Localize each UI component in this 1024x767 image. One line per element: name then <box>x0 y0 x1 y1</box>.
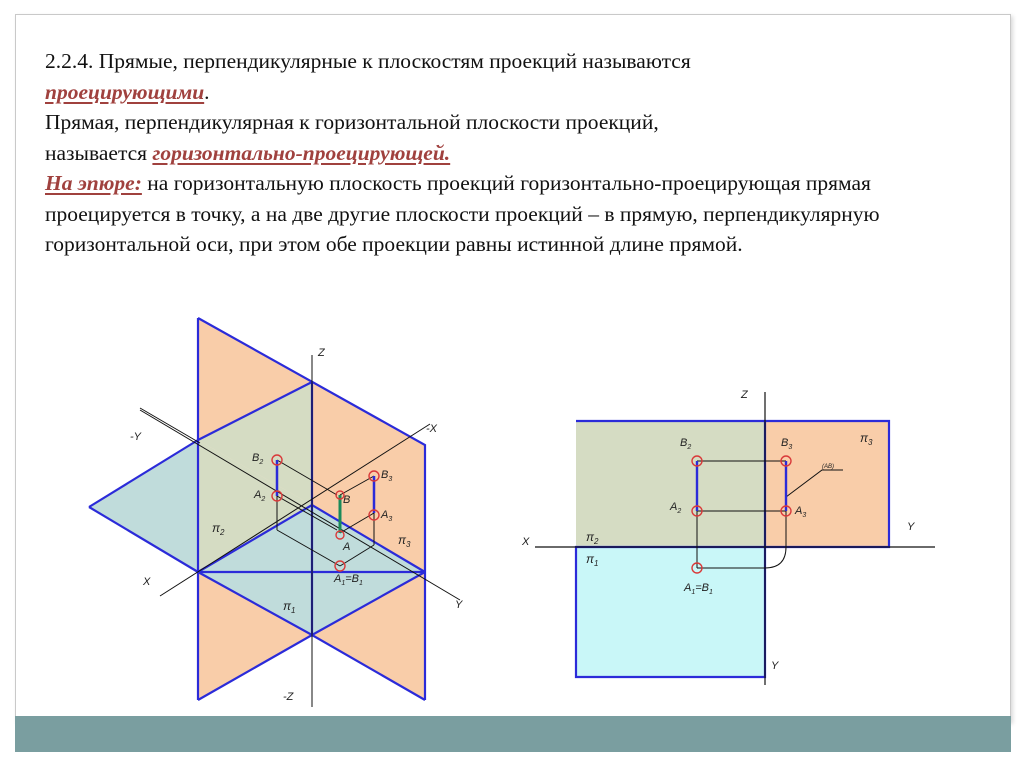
svg-text:A2: $A_2$ <box>254 489 266 503</box>
label-pi3: π <box>398 533 407 547</box>
svg-text:B3: $B_3$ <box>381 469 393 483</box>
svg-text:π3: $\pi_3$ <box>860 431 873 447</box>
p2-lead: называется <box>45 140 148 165</box>
label-a2: A <box>254 489 262 501</box>
epure-label-pi3: π <box>860 431 869 445</box>
p2-prefix: Прямая, перпендикулярная к горизонтальной плоскости проекций, <box>45 110 659 134</box>
term-projecting: проецирующими <box>45 79 205 104</box>
svg-text:π2: $\pi_2$ <box>586 530 599 546</box>
pi2-region <box>576 421 765 547</box>
label-pi1: π <box>283 599 292 613</box>
svg-text:A1=B1: $A_1=B_1$ <box>684 582 713 596</box>
svg-text:A1=B1: $A_1=B_1$ <box>334 573 363 587</box>
epure-label-y-down: Y <box>771 660 779 672</box>
epure-label-pi1: π <box>586 552 595 566</box>
svg-text:π1: $\pi_1$ <box>586 552 599 568</box>
epure-label-b2: B <box>680 437 688 449</box>
label-a3: A <box>381 509 389 521</box>
p1-prefix: 2.2.4. Прямые, перпендикулярные к плоскостям проекций называются <box>45 49 691 73</box>
label-a1b1: A <box>334 573 342 585</box>
label-z: Z <box>318 347 325 359</box>
p3-rest: на горизонтальную плоскость проекций горизонтально-проецирующая прямая проецируется в точку, а на две другие плоскости проекций – в прямую, перпендикулярную горизонтальной оси, при этом обе проекции равны истинной длине прямой. <box>45 171 880 256</box>
label-b2: B <box>252 452 260 464</box>
svg-text:π3: $\pi_3$ <box>398 533 411 549</box>
p1-end: . <box>204 79 210 104</box>
svg-text:B2: $B_2$ <box>680 437 692 451</box>
svg-text:A3: $A_3$ <box>381 509 393 523</box>
svg-text:π1: $\pi_1$ <box>283 599 296 615</box>
epure-label-a2: A <box>670 501 678 513</box>
label-b: B <box>343 494 351 506</box>
label-y: Y <box>455 599 463 611</box>
label-pi2: π <box>212 521 221 535</box>
svg-text:π2: $\pi_2$ <box>212 521 225 537</box>
svg-text:A2: $A_2$ <box>670 501 682 515</box>
epure-callout-ab: (AB) <box>822 464 834 470</box>
minus-y-axis <box>140 408 200 443</box>
epure-label-pi2: π <box>586 530 595 544</box>
epure-label-b3: B <box>781 437 789 449</box>
left-3d-figure <box>89 318 463 707</box>
label-minus-y: -Y <box>130 431 141 443</box>
label-b3: B <box>381 469 389 481</box>
pi1-left-flap <box>89 440 198 572</box>
right-epure-figure <box>521 389 935 685</box>
svg-text:B2: $B_2$ <box>252 452 264 466</box>
pi1-region <box>576 547 765 677</box>
label-x: X <box>143 576 151 588</box>
epure-label-y-right: Y <box>907 521 915 533</box>
epure-label-x: X <box>522 536 530 548</box>
epure-label-a3: A <box>795 505 803 517</box>
diagram-lead: На эпюре: <box>45 171 142 195</box>
svg-text:B3: $B_3$ <box>781 437 793 451</box>
label-a: A <box>343 541 351 553</box>
term-horizontal-projecting: горизонтально-проецирующей. <box>152 140 451 165</box>
label-minus-x: -X <box>426 423 437 435</box>
label-minus-z: -Z <box>283 691 294 703</box>
epure-label-z: Z <box>741 389 748 401</box>
svg-text:A3: $A_3$ <box>795 505 807 519</box>
epure-label-a1b1: A <box>684 582 692 594</box>
